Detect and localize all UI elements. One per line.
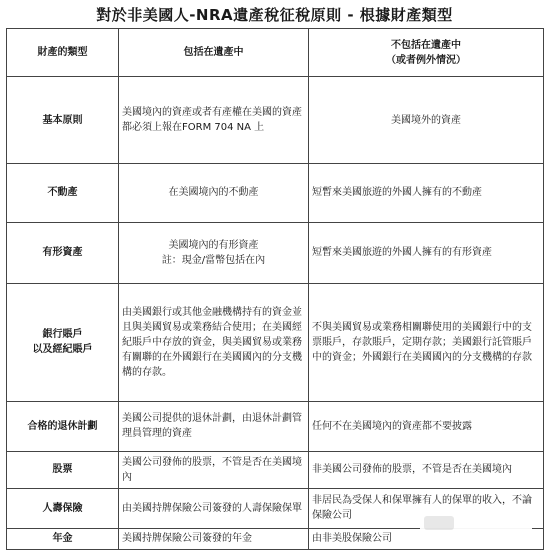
watermark-overlay bbox=[420, 510, 532, 536]
header-included: 包括在遺產中 bbox=[119, 29, 309, 77]
row-excluded: 由非美股保險公司 bbox=[309, 528, 544, 549]
table-row bbox=[7, 222, 544, 283]
row-included-line2: 註：現金/當幣包括在內 bbox=[161, 254, 266, 266]
row-included: 美國境內的資產或者有產權在美國的資產都必須上報在FORM 704 NA 上 bbox=[119, 77, 309, 163]
header-excluded bbox=[309, 29, 544, 77]
table-row bbox=[7, 283, 544, 401]
row-excluded: 不與美國貿易或業務相關聯使用的美國銀行中的支票賬戶，存款賬戶，定期存款；美國銀行託管賬戶中的資金；外國銀行在美國國內的分支機構的存款 bbox=[309, 283, 544, 401]
header-excluded-line1: 不包括在遺產中 bbox=[391, 39, 461, 51]
header-property-type: 財產的類型 bbox=[7, 29, 119, 77]
row-excluded: 短暫來美國旅遊的外國人擁有的不動產 bbox=[309, 163, 544, 222]
row-category: 股票 bbox=[7, 452, 119, 489]
row-excluded: 任何不在美國境內的資產都不要披露 bbox=[309, 401, 544, 452]
row-category: 年金 bbox=[7, 528, 119, 549]
row-excluded: 非居民為受保人和保單擁有人的保單的收入，不論保險公司 bbox=[309, 488, 544, 528]
table-header-row bbox=[7, 29, 544, 77]
row-included: 在美國境內的不動產 bbox=[119, 163, 309, 222]
row-category: 人壽保險 bbox=[7, 488, 119, 528]
table-row bbox=[7, 163, 544, 222]
row-category: 合格的退休計劃 bbox=[7, 401, 119, 452]
row-excluded: 短暫來美國旅遊的外國人擁有的有形資產 bbox=[309, 222, 544, 283]
table-row bbox=[7, 77, 544, 163]
row-category: 基本原則 bbox=[7, 77, 119, 163]
row-category: 有形資產 bbox=[7, 222, 119, 283]
row-included: 由美國銀行或其他金融機構持有的資金並且與美國貿易或業務結合使用；在美國經紀賬戶中存放的資金，與美國貿易或業務有關聯的在外國銀行在美國國內的分支機構的存款。 bbox=[119, 283, 309, 401]
row-category-line1: 銀行賬戶 bbox=[42, 329, 83, 341]
property-type-table bbox=[6, 28, 544, 550]
header-excluded-line2: （或者例外情況） bbox=[386, 54, 466, 66]
row-excluded: 非美國公司發佈的股票，不管是否在美國境內 bbox=[309, 452, 544, 489]
row-included: 美國公司提供的退休計劃，由退休計劃管理員管理的資產 bbox=[119, 401, 309, 452]
row-excluded: 美國境外的資產 bbox=[309, 77, 544, 163]
row-category bbox=[7, 283, 119, 401]
page-title: 對於非美國人-NRA遺產稅征稅原則 - 根據財產類型 bbox=[96, 6, 453, 24]
row-included: 美國公司發佈的股票，不管是否在美國境內 bbox=[119, 452, 309, 489]
row-category: 不動產 bbox=[7, 163, 119, 222]
table-row bbox=[7, 452, 544, 489]
row-included-line1: 美國境內的有形資產 bbox=[168, 239, 259, 251]
row-included: 美國持牌保險公司簽發的年金 bbox=[119, 528, 309, 549]
row-category-line2: 以及經紀賬戶 bbox=[32, 344, 93, 356]
row-included: 由美國持牌保險公司簽發的人壽保險保單 bbox=[119, 488, 309, 528]
row-included bbox=[119, 222, 309, 283]
table-row bbox=[7, 401, 544, 452]
